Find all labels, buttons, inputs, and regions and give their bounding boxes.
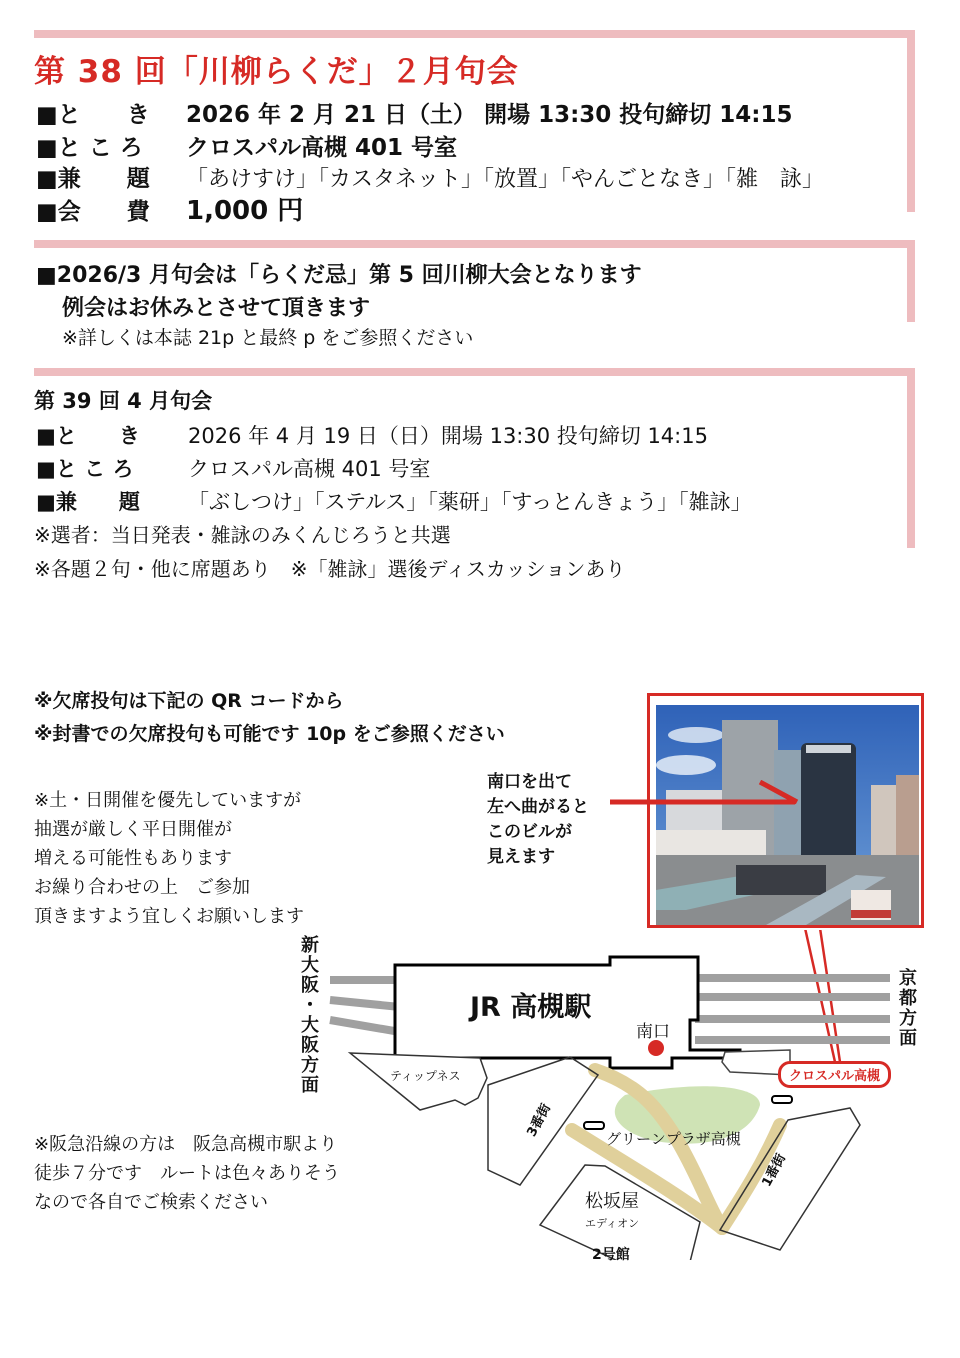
section3-note2: ※各題２句・他に席題あり ※「雑詠」選後ディスカッションあり	[34, 557, 626, 581]
section3-row-date	[36, 420, 708, 450]
photo-caption-line: 左へ曲がると	[487, 797, 589, 817]
weekend-note-line: ※土・日開催を優先していますが	[34, 790, 302, 811]
row-value: 2026 年 2 月 21 日（土） 開場 13:30 投句締切 14:15	[186, 102, 793, 128]
section3-title: 第 39 回 4 月句会	[34, 389, 213, 413]
map-building1-label: 1番街	[759, 1151, 790, 1190]
hankyu-note-line: 徒歩７分です ルートは色々ありそう	[34, 1163, 340, 1184]
section1-title: 第 38 回「川柳らくだ」２月句会	[34, 54, 519, 90]
photo-caption-line: このビルが	[487, 822, 572, 842]
section3-row-place	[36, 453, 430, 483]
map-station-label: JR 高槻駅	[470, 992, 592, 1023]
rail-lines-left	[330, 980, 400, 1032]
row-label: ■兼 題	[36, 490, 140, 514]
map-venue-label: クロスパル高槻	[778, 1061, 891, 1088]
hankyu-note	[34, 1130, 340, 1217]
weekend-note-line: 頂きますよう宜しくお願いします	[34, 906, 304, 927]
row-value: 2026 年 4 月 19 日（日）開場 13:30 投句締切 14:15	[188, 424, 708, 448]
row-value: 「ぶしつけ」「ステルス」「薬研」「すっとんきょう」「雑詠」	[188, 490, 752, 514]
section2-line1: ■2026/3 月句会は「らくだ忌」第 5 回川柳大会となります	[36, 263, 642, 288]
hankyu-note-line: なので各自でご検索ください	[34, 1192, 268, 1213]
photo-caption	[487, 770, 589, 870]
weekend-note	[34, 786, 304, 931]
row-value: クロスパル高槻 401 号室	[188, 457, 431, 481]
map-right-direction: 京都方面	[896, 968, 917, 1048]
row-label: ■と こ ろ	[36, 457, 134, 481]
section1-frame-top	[34, 30, 915, 38]
section1-row-topics	[36, 160, 824, 193]
section1-row-date	[36, 96, 793, 129]
section3-row-topics	[36, 486, 752, 516]
row-label: ■と き	[36, 424, 140, 448]
map-tippness-label: ティップネス	[390, 1069, 461, 1083]
map-left-direction: 新大阪・大阪方面	[298, 935, 319, 1095]
absent-line2: ※封書での欠席投句も可能です 10p をご参照ください	[34, 723, 505, 745]
map-matsuzakaya-label: 松坂屋	[585, 1191, 639, 1212]
row-label: ■と き	[36, 102, 150, 128]
weekend-note-line: 抽選が厳しく平日開催が	[34, 819, 232, 840]
section3-frame-top	[34, 368, 915, 376]
row-label: ■会 費	[36, 199, 150, 225]
hankyu-note-line: ※阪急沿線の方は 阪急高槻市駅より	[34, 1134, 338, 1155]
row-label: ■と こ ろ	[36, 135, 143, 161]
pointer-arrow-icon	[610, 780, 810, 820]
row-value: 「あけすけ」「カスタネット」「放置」「やんごとなき」「雑 詠」	[186, 167, 825, 192]
map-plaza-label: グリーンプラザ高槻	[606, 1130, 741, 1148]
section2-line3: ※詳しくは本誌 21p と最終 p をご参照ください	[62, 327, 474, 349]
row-value: 1,000 円	[186, 196, 304, 226]
weekend-note-line: お繰り合わせの上 ご参加	[34, 877, 250, 898]
row-value: クロスパル高槻 401 号室	[186, 135, 458, 161]
photo-caption-line: 見えます	[487, 847, 555, 867]
section2-line2: 例会はお休みとさせて頂きます	[62, 296, 371, 321]
weekend-note-line: 増える可能性もあります	[34, 848, 232, 869]
rail-lines-right	[695, 978, 890, 1040]
map-edion-label: エディオン	[585, 1217, 640, 1230]
section3-note1: ※選者：当日発表・雑詠のみくんじろうと共選	[34, 523, 451, 547]
section1-row-fee	[36, 190, 303, 227]
map-south-exit-label: 南口	[636, 1022, 670, 1042]
section2-frame-right	[907, 240, 915, 322]
map-building3-label: 3番街	[524, 1101, 555, 1140]
section2-frame-top	[34, 240, 915, 248]
absent-line1: ※欠席投句は下記の QR コードから	[34, 690, 344, 712]
section1-frame-right	[907, 30, 915, 212]
photo-caption-line: 南口を出て	[487, 772, 572, 792]
section1-row-place	[36, 129, 457, 162]
row-label: ■兼 題	[36, 166, 150, 192]
section3-frame-right	[907, 368, 915, 548]
map-annex2-label: 2号館	[592, 1247, 630, 1263]
